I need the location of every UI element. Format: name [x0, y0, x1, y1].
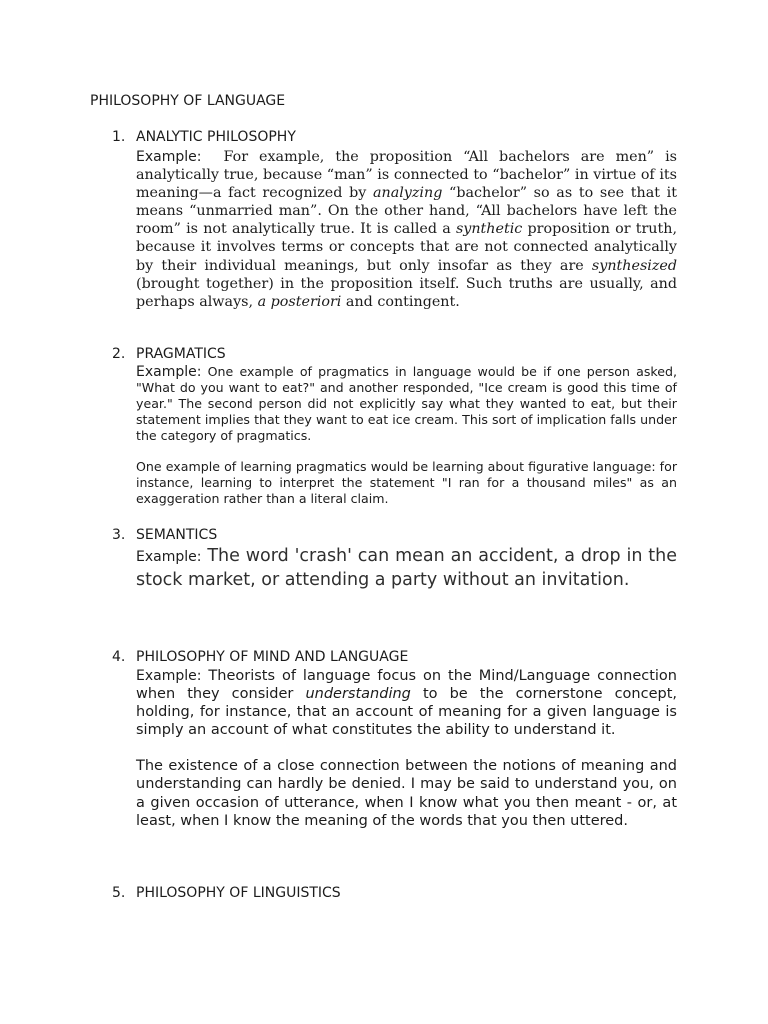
list-item-analytic-philosophy — [112, 129, 677, 311]
example-label: Example: — [136, 668, 202, 684]
paragraph — [136, 364, 677, 444]
text-run: proposition or truth, because it involves terms or concepts that are not connected analytically by their individual meanings, but only insofar as they are — [136, 221, 677, 274]
text-run: For example, the proposition “All bachelors are men” is analytically true, because “man” is connected to “bachelor” in virtue of its meaning—a fact recognized by — [136, 149, 677, 202]
emphasis: understanding — [305, 686, 411, 703]
emphasis: a posteriori — [257, 293, 342, 310]
paragraph — [136, 545, 677, 592]
text-run: Theorists of language focus on the Mind/Language connection when they consider — [136, 668, 677, 703]
example-label: Example: — [136, 364, 202, 380]
example-label: Example: — [136, 149, 202, 165]
section-heading: PHILOSOPHY OF MIND AND LANGUAGE — [136, 649, 409, 665]
paragraph — [136, 667, 677, 739]
list-number: 5. — [112, 885, 126, 901]
text-run: The word 'crash' can mean an accident, a drop in the stock market, or attending a party without an invitation. — [136, 546, 677, 590]
emphasis: synthetic — [455, 221, 523, 238]
section-heading: PRAGMATICS — [136, 346, 226, 362]
section-body — [136, 667, 677, 830]
paragraph: One example of learning pragmatics would be learning about figurative language: for instance, learning to interpret the statement "I ran for a thousand miles" as an exaggeration rather than a literal claim. — [136, 459, 677, 506]
text-run: to be the cornerstone concept, holding, for instance, that an account of meaning for a given language is simply an account of what constitutes the ability to understand it. — [136, 686, 678, 739]
list-number: 2. — [112, 346, 126, 362]
list-number: 4. — [112, 649, 126, 665]
example-label: Example: — [136, 549, 202, 565]
text-run: “bachelor” so as to see that it means “unmarried man”. On the other hand, “All bachelors have left the room” is not analytically true. It is called a — [136, 185, 677, 238]
text-run: and contingent. — [345, 293, 460, 310]
paragraph — [136, 148, 677, 311]
section-body — [136, 364, 677, 507]
list-item-semantics — [112, 527, 677, 592]
emphasis: analyzing — [372, 185, 443, 202]
section-body — [136, 545, 677, 592]
list-item-pragmatics — [112, 346, 677, 507]
list-number: 3. — [112, 527, 126, 543]
page-title: PHILOSOPHY OF LANGUAGE — [90, 93, 286, 109]
section-heading: ANALYTIC PHILOSOPHY — [136, 129, 296, 145]
text-run: One example of pragmatics in language would be if one person asked, "What do you want to eat?" and another responded, "Ice cream is good this time of year." The second person did not explicitly say what they wanted to eat, but their statement implies that they want to eat ice cream. This sort of implication falls under the category of pragmatics. — [136, 364, 677, 443]
section-body — [136, 148, 677, 311]
paragraph: The existence of a close connection between the notions of meaning and understanding can hardly be denied. I may be said to understand you, on a given occasion of utterance, when I know what you then meant - or, at least, when I know the meaning of the words that you then uttered. — [136, 758, 677, 829]
section-heading: PHILOSOPHY OF LINGUISTICS — [136, 885, 341, 901]
list-item-philosophy-of-linguistics — [112, 885, 677, 902]
list-item-philosophy-of-mind — [112, 649, 677, 830]
list-number: 1. — [112, 129, 126, 145]
text-run: (brought together) in the proposition itself. Such truths are usually, and perhaps always, — [136, 275, 677, 310]
emphasis: synthesized — [591, 257, 677, 274]
section-heading: SEMANTICS — [136, 527, 218, 543]
